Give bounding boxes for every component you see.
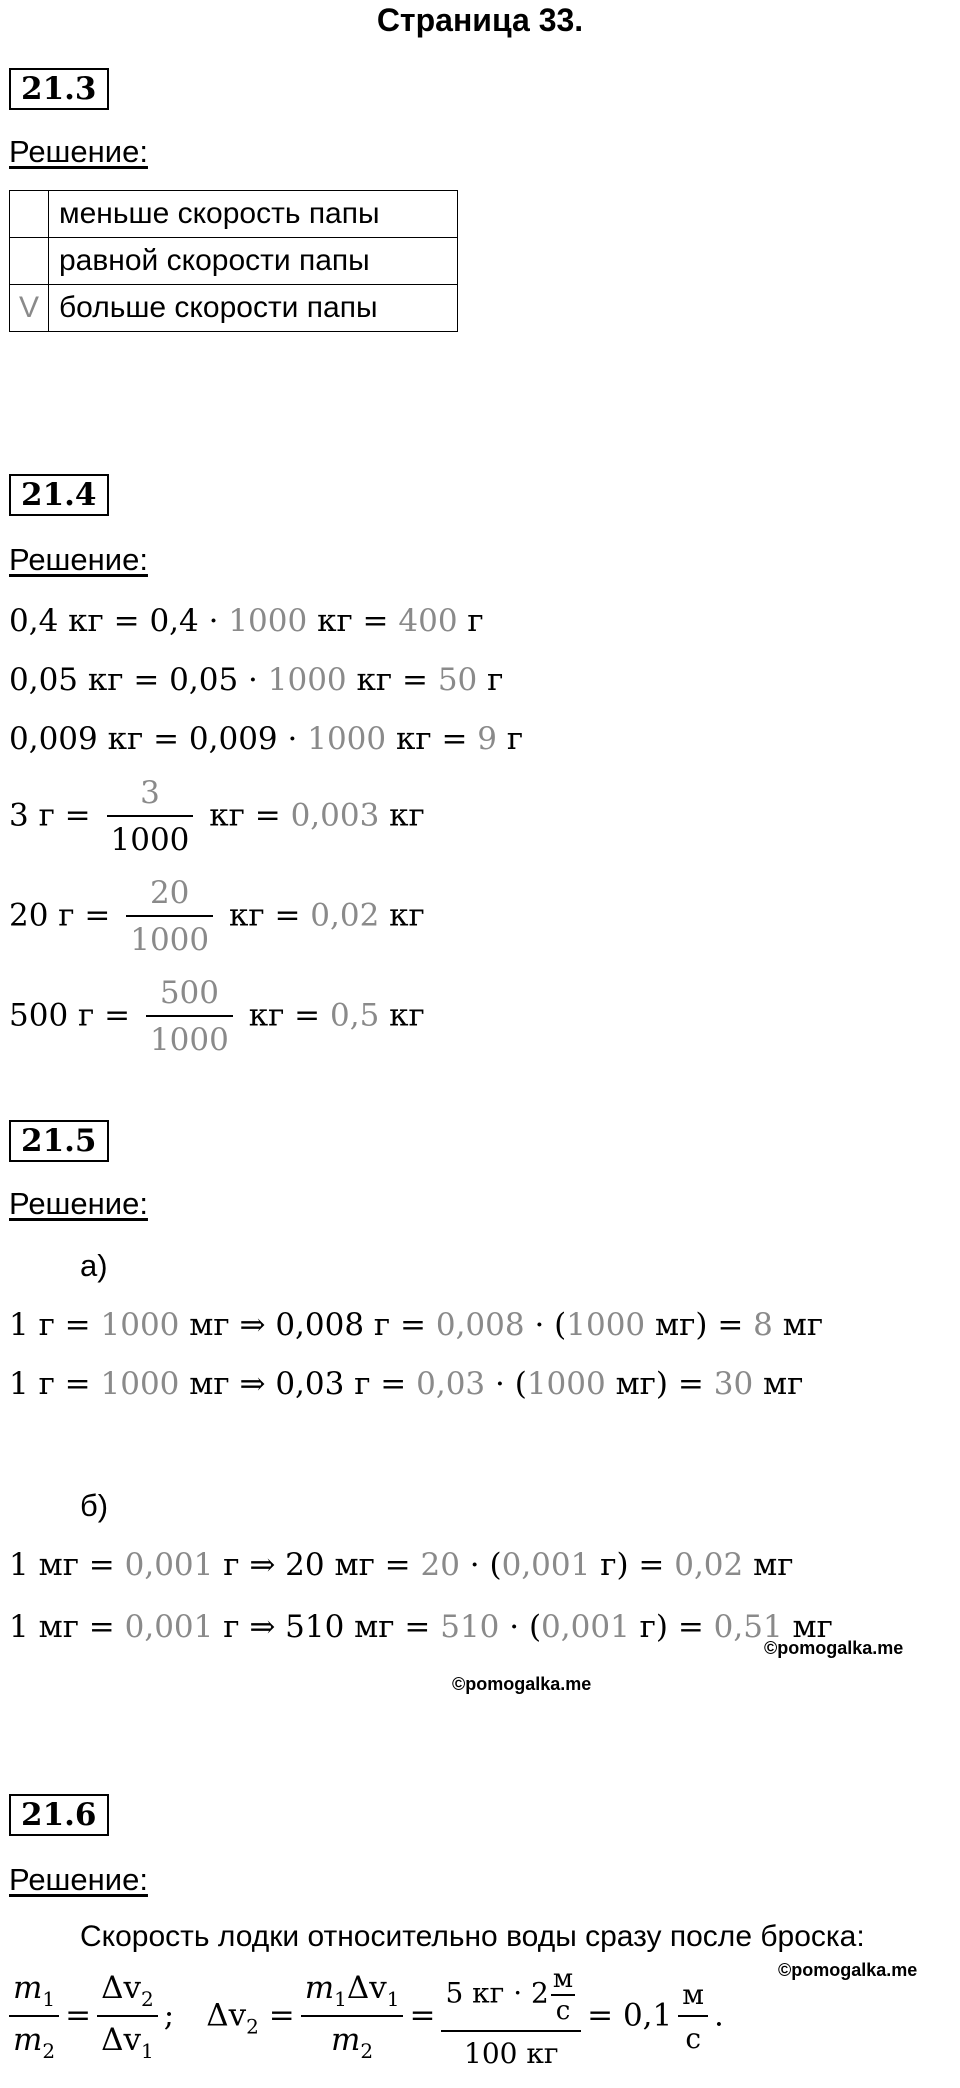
table-row [10,238,458,285]
task-number-21-4: 21.4 [9,474,109,516]
solution-label-21-4: Решение: [9,542,148,577]
fraction: $\frac{m_1\Delta v_1}{m_2}$ [301,1973,404,2061]
fraction: $\frac{500}{1000}$ [146,978,233,1056]
conversion-line: 1 г = 1000 мг ⇒ 0,008 г = 0,008 · (1000 мг) = 8 мг [9,1307,824,1343]
option-mark [10,191,49,238]
solution-label-21-3: Решение: [9,134,148,169]
conversion-line: 1 мг = 0,001 г ⇒ 510 мг = 510 · (0,001 г) = 0,51 мг [9,1609,833,1645]
fraction-line: 20 г = $\frac{20}{1000}$ кг = 0,02 кг [9,875,425,958]
option-text: меньше скорость папы [49,191,458,238]
fraction-line: 3 г = $\frac{3}{1000}$ кг = 0,003 кг [9,775,425,858]
conversion-line: 0,4 кг = 0,4 · 1000 кг = 400 г [9,603,484,639]
fraction: $\frac{20}{1000}$ [126,878,213,956]
watermark: ©pomogalka.me [452,1674,592,1694]
solution-label-21-5: Решение: [9,1186,148,1221]
conversion-line: 0,009 кг = 0,009 · 1000 кг = 9 г [9,721,524,757]
watermark: ©pomogalka.me [764,1638,904,1658]
table-row [10,191,458,238]
option-text: равной скорости папы [49,238,458,285]
conversion-line: 1 г = 1000 мг ⇒ 0,03 г = 0,03 · (1000 мг) = 30 мг [9,1366,804,1402]
conversion-line: 1 мг = 0,001 г ⇒ 20 мг = 20 · (0,001 г) = 0,02 мг [9,1547,794,1583]
option-text: больше скорости папы [49,285,458,332]
task-number-21-3: 21.3 [9,68,109,110]
task-21-6-text: Скорость лодки относительно воды сразу после броска: [80,1920,865,1953]
task-number-21-6: 21.6 [9,1794,109,1836]
fraction: 5 кг · 2 $\frac{м}{с}$ 100 кг [441,1966,581,2068]
option-mark [10,238,49,285]
part-a-label: а) [80,1248,108,1283]
part-b-label: б) [80,1488,109,1523]
watermark: ©pomogalka.me [778,1960,918,1980]
options-table [9,190,458,332]
formula-line: $\frac{m_1}{m_2}$ = $\frac{\Delta v_2}{\Delta v_1}$ ; $\Delta v_2$ = $\frac{m_1\Delta v_1}{m_2}$ = 5 кг · 2 $\frac{м}{с}$ 100 кг = 0,1 $\frac{м}{с}$ . [9,1966,724,2068]
page-title: Страница 33. [376,2,584,38]
fraction: $\frac{\Delta v_2}{\Delta v_1}$ [97,1973,158,2061]
solution-label-21-6: Решение: [9,1862,148,1897]
fraction: $\frac{m_1}{m_2}$ [9,1973,59,2061]
fraction: $\frac{м}{с}$ [678,1981,708,2053]
fraction-line: 500 г = $\frac{500}{1000}$ кг = 0,5 кг [9,975,425,1058]
conversion-line: 0,05 кг = 0,05 · 1000 кг = 50 г [9,662,504,698]
fraction: $\frac{3}{1000}$ [107,778,194,856]
option-mark: V [10,285,49,332]
table-row [10,285,458,332]
task-number-21-5: 21.5 [9,1120,109,1162]
